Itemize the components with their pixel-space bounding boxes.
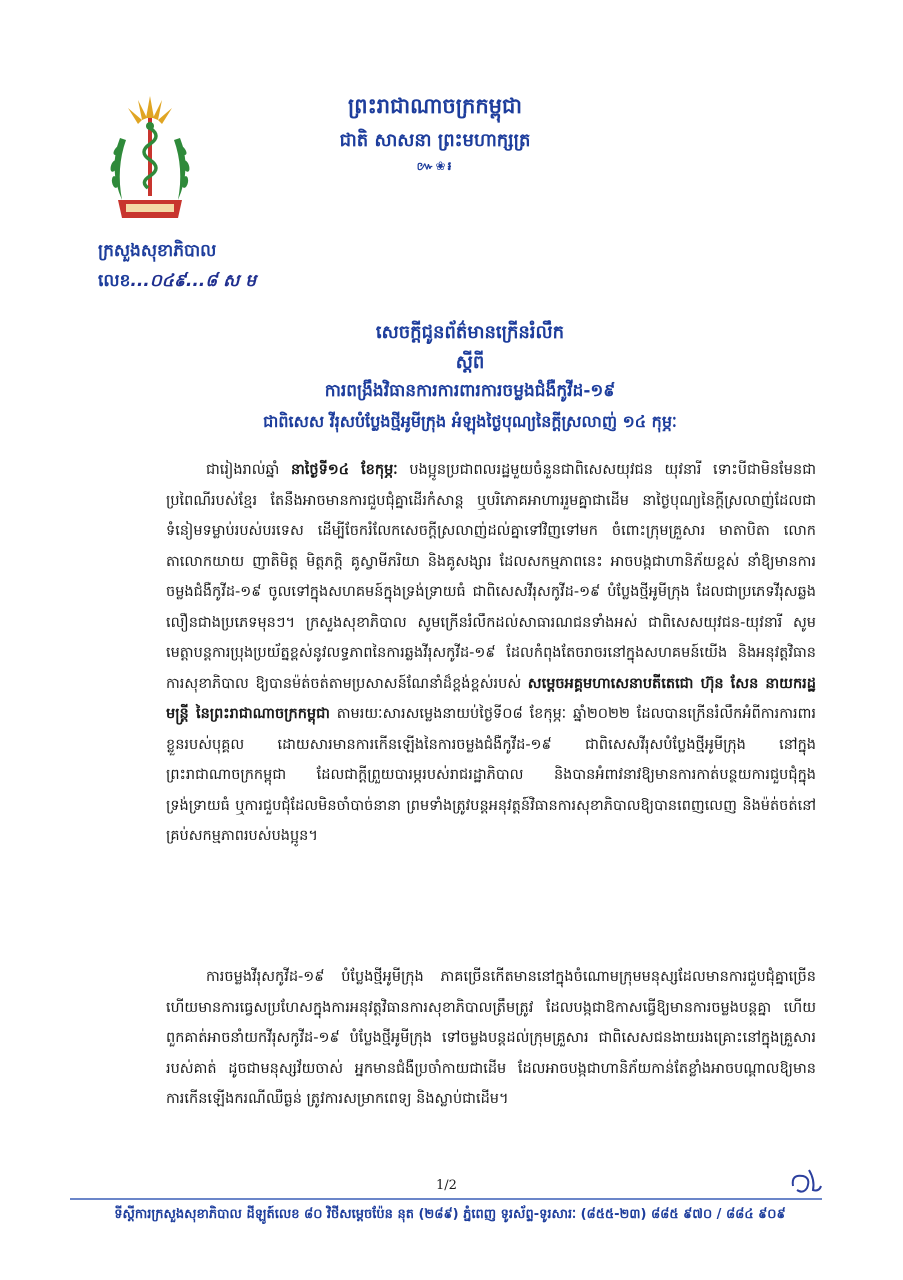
ornament-divider: ៚❀៛ — [416, 159, 454, 173]
ministry-name: ក្រសួងសុខាភិបាល — [98, 241, 217, 261]
body-paragraph-1 — [166, 455, 816, 852]
reference-label: លេខ — [98, 271, 131, 291]
title-subject-detail: ជាពិសេស វីរុសបំប្លែងថ្មីអូមីក្រុង អំឡុងថ្ងៃបុណ្យនៃក្តីស្រលាញ់ ១៤ កុម្ភៈ — [263, 412, 677, 431]
ministry-emblem-logo — [100, 88, 200, 238]
title-subject: ការពង្រឹងវិធានការការពារការចម្លងជំងឺកូវីដ-១៩ — [324, 381, 616, 401]
p1-text-c: តាមរយៈសារសម្លេងនាយប់ថ្ងៃទី០៨ ខែកុម្ភៈ ឆ្នាំ២០២២ ដែលបានក្រើនរំលឹកអំពីការការពារខ្លួនរបស់បុគ្គល ដោយសារមានការកើនឡើងនៃការចម្លងជំងឺកូវីដ-១៩ ជាពិសេសវីរុសបំប្លែងថ្មីអូមីក្រុង នៅក្នុងព្រះរាជាណាចក្រកម្ពុជា ដែលជាក្តីព្រួយបារម្ភរបស់រាជរដ្ឋាភិបាល និងបានអំពាវនាវឱ្យមានការកាត់បន្ថយការជួបជុំក្នុងទ្រង់ទ្រាយធំ ឬការជួបជុំដែលមិនចាំបាច់នានា ព្រមទាំងត្រូវបន្តអនុវត្តន៍វិធានការសុខាភិបាលឱ្យបានពេញលេញ និងម៉ត់ចត់នៅគ្រប់សកម្មភាពរបស់បងប្អូន។ — [166, 706, 817, 844]
reference-value: ...០៤៩...៨ ស ម — [130, 271, 257, 291]
national-motto: ជាតិ សាសនា ព្រះមហាក្សត្រ — [339, 130, 531, 151]
handwritten-initial-signature — [785, 1160, 825, 1200]
p1-prime-minister-bold: សម្តេចអគ្គមហាសេនាបតីតេជោ ហ៊ុន សែន នាយករដ្ឋមន្ត្រី នៃព្រះរាជាណាចក្រកម្ពុជា — [166, 675, 816, 722]
reference-number — [98, 270, 256, 295]
page-number: 1/2 — [436, 1178, 457, 1193]
body-paragraph-2: ការចម្លងវីរុសកូវីដ-១៩ បំប្លែងថ្មីអូមីក្រុង ភាគច្រើនកើតមាននៅក្នុងចំណោមក្រុមមនុស្សដែលមានការជួបជុំគ្នាច្រើន ហើយមានការធ្វេសប្រហែសក្នុងការអនុវត្តវិធានការសុខាភិបាលត្រឹមត្រូវ ដែលបង្កជាឱកាសធ្វើឱ្យមានការចម្លងបន្តគ្នា ហើយពួកគាត់អាចនាំយកវីរុសកូវីដ-១៩ បំប្លែងថ្មីអូមីក្រុង ទៅចម្លងបន្តដល់ក្រុមគ្រួសារ ជាពិសេសជនងាយរងគ្រោះនៅក្នុងគ្រួសាររបស់គាត់ ដូចជាមនុស្សវ័យចាស់ អ្នកមានជំងឺប្រចាំកាយជាដើម ដែលអាចបង្កជាហានិភ័យកាន់តែខ្លាំងអាចបណ្តាលឱ្យមានការកើនឡើងករណីឈឺធ្ងន់ ត្រូវការសម្រាកពេទ្យ និងស្លាប់ជាដើម។ — [166, 969, 816, 1107]
footer-address: ទីស្តីការក្រសួងសុខាភិបាល ដីឡូត៍លេខ ៨០ វិថីសម្តេចប៉ែន នុត (២៨៩) ភ្នំពេញ ទូរស័ព្ទ-ទូរសារៈ (៨៥៥-២៣) ៨៨៥ ៩៧០ / ៨៨៤ ៩០៩ — [114, 1207, 786, 1222]
p1-text-b: បងប្អូនប្រជាពលរដ្ឋមួយចំនួនជាពិសេសយុវជន យុវនារី ទោះបីជាមិនមែនជាប្រពៃណីរបស់ខ្មែរ តែនឹងអាចមានការជួបជុំគ្នាដើរកំសាន្ត ឬបរិភោគអាហាររួមគ្នាជាដើម នាថ្ងៃបុណ្យនៃក្តីស្រលាញ់ដែលជាទំនៀមទម្លាប់របស់បរទេស ដើម្បីចែករំលែកសេចក្តីស្រលាញ់ដល់គ្នាទៅវិញទៅមក ចំពោះក្រុមគ្រួសារ មាតាបិតា លោកតាលោកយាយ ញាតិមិត្ត មិត្តភក្តិ គូស្វាមីភរិយា និងគូសង្សារ ដែលសកម្មភាពនេះ អាចបង្កជាហានិភ័យខ្ពស់ នាំឱ្យមានការចម្លងជំងឺកូវីដ-១៩ ចូលទៅក្នុងសហគមន៍ក្នុងទ្រង់ទ្រាយធំ ជាពិសេសវីរុសកូវីដ-១៩ បំប្លែងថ្មីអូមីក្រុង ដែលជាប្រភេទវីរុសឆ្លងលឿនជាងប្រភេទមុនៗ។ ក្រសួងសុខាភិបាល សូមក្រើនរំលឹកដល់សាធារណជនទាំងអស់ ជាពិសេសយុវជន-យុវនារី សូមមេត្តាបន្តការប្រុងប្រយ័ត្នខ្ពស់នូវលទ្ធភាពនៃការឆ្លងវីរុសកូវីដ-១៩ ដែលកំពុងតែចរាចរនៅក្នុងសហគមន៍យើង និងអនុវត្តវិធានការសុខាភិបាល ឱ្យបានម៉ត់ចត់តាមប្រសាសន៍ណែនាំដ៏ខ្ពង់ខ្ពស់របស់ — [166, 462, 816, 692]
p1-text-a: ជារៀងរាល់ឆ្នាំ — [206, 462, 291, 478]
document-title: សេចក្តីជូនព័ត៌មានក្រើនរំលឹក — [375, 322, 565, 343]
p1-date-bold: នាថ្ងៃទី១៤ ខែកុម្ភៈ — [290, 462, 398, 478]
footer-divider — [70, 1198, 822, 1200]
title-subject-label: ស្តីពី — [455, 352, 485, 373]
kingdom-heading: ព្រះរាជាណាចក្រកម្ពុជា — [347, 94, 522, 118]
